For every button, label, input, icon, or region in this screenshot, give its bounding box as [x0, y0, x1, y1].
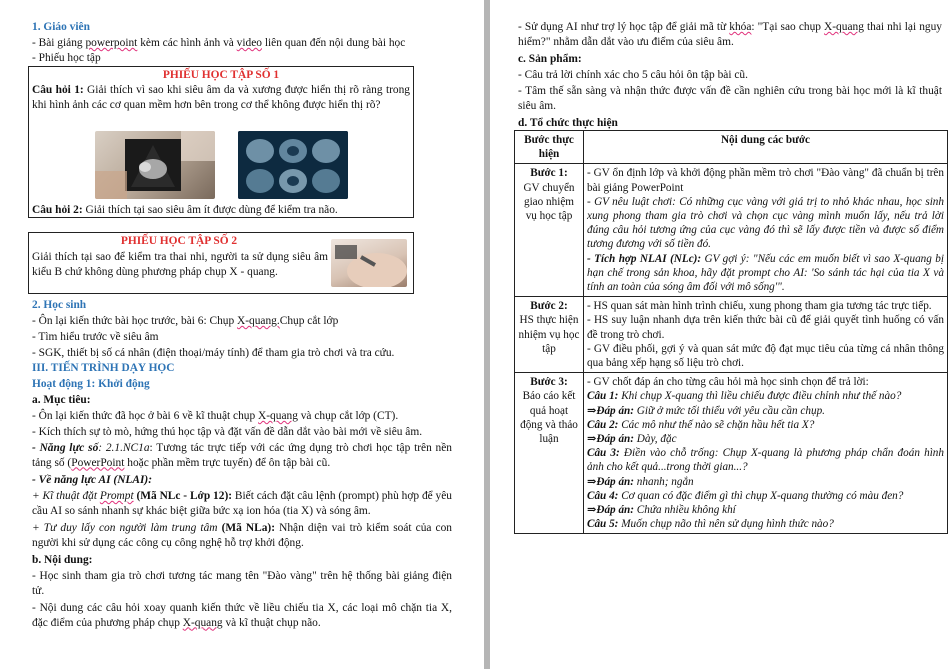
student-line-2: - Tìm hiểu trước về siêu âm — [32, 331, 159, 343]
worksheet-2-text: Giải thích tại sao để kiểm tra thai nhi, người ta sử dụng siêu âm kiểu B chứ không dùng phương pháp chụp X - quang. — [32, 251, 328, 278]
worksheet-1-question-1: Câu hỏi 1: Giải thích vì sao khi siêu âm da và xương được hiển thị rõ ràng trong khi hình ảnh các cơ quan mềm hơn bên trong cơ thể không được hiển thị rõ? — [32, 84, 410, 111]
ai-human-centered-skill: + Tư duy lấy con người làm trung tâm (Mã NLa): Nhận diện vai trò kiểm soát của con người khi sử dụng các công cụ công nghệ hỗ trợ khởi động. — [32, 522, 452, 549]
step-1-cell: Bước 1: GV chuyển giao nhiệm vụ học tập — [515, 164, 584, 297]
worksheet-1-question-2: Câu hỏi 2: Giải thích tại sao siêu âm ít được dùng để kiểm tra não. — [32, 204, 338, 216]
product-heading: c. Sản phẩm: — [518, 53, 582, 65]
objectives-heading: a. Mục tiêu: — [32, 394, 91, 406]
teacher-line-2: - Phiếu học tập — [32, 52, 101, 64]
table-header-row — [515, 131, 948, 164]
worksheet-2-title: PHIẾU HỌC TẬP SỐ 2 — [120, 235, 238, 247]
step-2-content: - HS quan sát màn hình trình chiếu, xung phong tham gia tương tác trực tiếp. - HS suy luận nhanh dựa trên kiến thức bài cũ để giải quyết tình huống có vấn đề trong trò chơi. - GV điều phối, gợi ý và quan sát mức độ đạt mục tiêu của từng cá nhân thông qua bảng xếp hạng số liệu trò chơi. — [584, 297, 948, 373]
step-1-content: - GV ổn định lớp và khởi động phần mềm trò chơi "Đào vàng" đã chuẩn bị trên bài giảng PowerPoint - GV nêu luật chơi: Có những cục vàng với giá trị to nhỏ khác nhau, học sinh xung phong tham gia trò chơi và chọn cục vàng mình muốn lấy, nếu trả lời đúng câu hỏi tương ứng của cục vàng đó thì sẽ lấy được tiền và được số điểm tương đương với số tiền đó. - Tích hợp NLAI (NLc): GV gợi ý: "Nếu các em muốn biết vì sao X-quang bị hạn chế trong sản khoa, hãy đặt prompt cho AI: 'So sánh tác hại của tia X và tính an toàn của sóng âm đối với mô sống'". — [584, 164, 948, 297]
procedure-table — [514, 130, 948, 534]
activity-1-heading: Hoạt động 1: Khởi động — [32, 378, 150, 390]
objective-line-2: - Kích thích sự tò mò, hứng thú học tập và đặt vấn đề dẫn dắt vào bài mới về siêu âm. — [32, 426, 423, 438]
table-header-step: Bước thực hiện — [515, 131, 584, 164]
objective-line-1: - Ôn lại kiến thức đã học ở bài 6 về kĩ thuật chụp X-quang và chụp cắt lớp (CT). — [32, 410, 399, 422]
content-heading: b. Nội dung: — [32, 554, 93, 566]
objective-digital-competence: - Năng lực số: 2.1.NC1a: Tương tác trực tiếp với các ứng dụng trò chơi học tập trên nền tảng số (PowerPoint hoặc phần mềm trực tuyến) để ôn tập bài cũ. — [32, 442, 453, 469]
table-row — [515, 164, 948, 297]
content-line-2: - Nội dung các câu hỏi xoay quanh kiến thức về liều chiếu tia X, các loại mô chặn tia X, đặc điểm của phương pháp chụp X-quang và kĩ thuật chụp não. — [32, 602, 452, 629]
ultrasound-photo — [95, 131, 215, 199]
step-3-content: - GV chốt đáp án cho từng câu hỏi mà học sinh chọn để trả lời: Câu 1: Khi chụp X-quang thì liều chiếu được điều chỉnh như thế nào? ⇒Đáp án: Giữ ở mức tối thiểu với yêu cầu cần chụp. Câu 2: Các mô như thế nào sẽ chặn hầu hết tia X? ⇒Đáp án: Dày, đặc Câu 3: Điền vào chỗ trống: Chụp X-quang là phương pháp chẩn đoán hình ảnh cho kết quả...trong thời gian...? ⇒Đáp án: nhanh; ngắn Câu 4: Cơ quan có đặc điểm gì thì chụp X-quang thường có màu đen? ⇒Đáp án: Chứa nhiều không khí Câu 5: Muốn chụp não thì nên sử dụng hình thức nào? — [584, 373, 948, 534]
ai-competence-heading: - Về năng lực AI (NLAI): — [32, 474, 152, 486]
pregnancy-ultrasound-photo — [331, 239, 407, 287]
product-line-1: - Câu trả lời chính xác cho 5 câu hỏi ôn tập bài cũ. — [518, 69, 748, 81]
student-line-3: - SGK, thiết bị số cá nhân (điện thoại/máy tính) để tham gia trò chơi và tra cứu. — [32, 347, 395, 359]
product-line-2: - Tâm thế sẵn sàng và nhận thức được vấn đề cần nghiên cứu trong bài học mới là kĩ thuật siêu âm. — [518, 85, 942, 112]
organization-heading: d. Tổ chức thực hiện — [518, 117, 618, 129]
table-header-content: Nội dung các bước — [584, 131, 948, 164]
document-page-right — [490, 0, 952, 669]
table-row — [515, 297, 948, 373]
table-row — [515, 373, 948, 534]
worksheet-1-title: PHIẾU HỌC TẬP SỐ 1 — [162, 69, 280, 81]
section-process-heading: III. TIẾN TRÌNH DẠY HỌC — [32, 362, 175, 374]
worksheet-2-box — [28, 232, 414, 294]
section-teacher-heading: 1. Giáo viên — [32, 21, 90, 33]
student-line-1: - Ôn lại kiến thức bài học trước, bài 6: Chụp X-quang.Chụp cắt lớp — [32, 315, 339, 327]
step-2-cell: Bước 2: HS thực hiện nhiệm vụ học tập — [515, 297, 584, 373]
ai-prompt-skill: + Kĩ thuật đặt Prompt (Mã NLc - Lớp 12): Biết cách đặt câu lệnh (prompt) phù hợp để yêu cầu AI so sánh nhanh sự khác biệt giữa bức xạ ion hóa (tia X) và sóng âm. — [32, 490, 453, 517]
teacher-line-1: - Bài giảng powerpoint kèm các hình ảnh và video liên quan đến nội dung bài học — [32, 37, 406, 49]
brain-scan-photo — [238, 131, 348, 199]
content-line-1: - Học sinh tham gia trò chơi tương tác mang tên "Đào vàng" trên hệ thống bài giảng điện tử. — [32, 570, 452, 597]
step-3-cell: Bước 3: Báo cáo kết quả hoạt động và thảo luận — [515, 373, 584, 534]
section-student-heading: 2. Học sinh — [32, 299, 87, 311]
content-ai-line: - Sử dụng AI như trợ lý học tập để giải mã từ khóa: "Tại sao chụp X-quang thai nhi lại nguy hiểm?" nhằm dẫn dắt vào ưu điểm của siêu âm. — [518, 21, 942, 48]
worksheet-1-box — [28, 66, 414, 218]
